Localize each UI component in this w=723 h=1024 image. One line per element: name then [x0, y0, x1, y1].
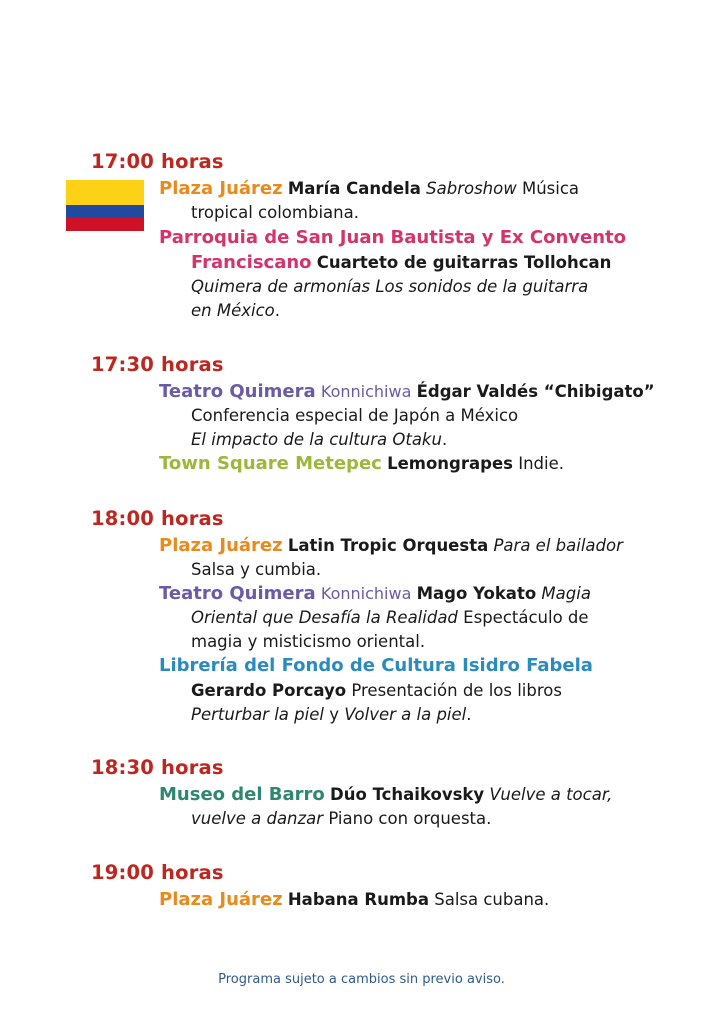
time-heading: 19:00 horas [91, 861, 224, 884]
event-line [191, 251, 611, 275]
venue-name: Museo del Barro [159, 784, 325, 805]
event-description: tropical colombiana. [191, 203, 359, 222]
event-line [159, 177, 579, 201]
work-title: Perturbar la piel [191, 705, 324, 724]
work-title: El impacto de la cultura Otaku [191, 430, 442, 449]
disclaimer-footer: Programa sujeto a cambios sin previo aviso. [218, 972, 505, 987]
event-description: Indie. [512, 454, 564, 473]
work-title: Para el bailador [493, 536, 623, 555]
venue-name-part: Franciscano [191, 252, 312, 273]
work-title: Quimera de armonías Los sonidos de la guitarra [191, 277, 589, 296]
work-title: Oriental que Desafía la Realidad [191, 608, 458, 627]
event-description: Salsa cubana. [428, 890, 550, 909]
venue-name [159, 654, 593, 678]
time-heading: 18:30 horas [91, 756, 224, 779]
work-title: Vuelve a tocar, [489, 785, 613, 804]
event-line [159, 888, 549, 912]
time-heading: 17:30 horas [91, 353, 224, 376]
artist-name: Lemongrapes [387, 454, 513, 473]
work-title: Sabroshow [426, 179, 517, 198]
event-description: Música [516, 179, 580, 198]
artist-name: Dúo Tchaikovsky [330, 785, 485, 804]
time-heading: 17:00 horas [91, 150, 224, 173]
event-line [191, 703, 472, 727]
flag-yellow-stripe [66, 180, 144, 205]
work-title: Volver a la piel [344, 705, 467, 724]
event-line [191, 606, 589, 630]
event-line [191, 807, 491, 831]
event-line [159, 452, 564, 476]
artist-name: María Candela [287, 179, 421, 198]
venue-name: Teatro Quimera [159, 583, 316, 604]
event-line [159, 582, 591, 606]
artist-name: Mago Yokato [416, 584, 537, 603]
work-title: en México [191, 301, 275, 320]
time-heading: 18:00 horas [91, 507, 224, 530]
venue-name [159, 226, 626, 250]
artist-name: Édgar Valdés “Chibigato” [416, 382, 655, 401]
work-title: vuelve a danzar [191, 809, 324, 828]
punctuation: . [441, 430, 448, 449]
event-line [159, 534, 623, 558]
venue-name-part: Parroquia de San Juan Bautista y Ex Convento [159, 227, 627, 248]
venue-name: Teatro Quimera [159, 381, 316, 402]
venue-name: Town Square Metepec [159, 453, 382, 474]
artist-name: Latin Tropic Orquesta [287, 536, 489, 555]
flag-blue-stripe [66, 205, 144, 218]
event-line [159, 783, 612, 807]
event-description: Piano con orquesta. [323, 809, 492, 828]
conjunction: y [323, 705, 345, 724]
venue-name-text: Librería del Fondo de Cultura Isidro Fabela [159, 655, 593, 676]
event-line [159, 380, 655, 404]
artist-name: Cuarteto de guitarras Tollohcan [316, 253, 612, 272]
event-description: Conferencia especial de Japón a México [191, 406, 519, 425]
venue-name: Plaza Juárez [159, 178, 283, 199]
punctuation: . [274, 301, 281, 320]
event-line [191, 428, 447, 452]
venue-name: Plaza Juárez [159, 535, 283, 556]
event-line [191, 299, 280, 323]
artist-name: Gerardo Porcayo [191, 681, 347, 700]
flag-red-stripe [66, 218, 144, 231]
venue-name: Plaza Juárez [159, 889, 283, 910]
event-description: Presentación de los libros [346, 681, 562, 700]
event-description: magia y misticismo oriental. [191, 632, 426, 651]
artist-name: Habana Rumba [287, 890, 429, 909]
event-description: Salsa y cumbia. [191, 560, 322, 579]
work-title: Magia [541, 584, 591, 603]
series-name: Konnichiwa [320, 584, 412, 603]
colombia-flag-icon [66, 180, 144, 231]
punctuation: . [466, 705, 472, 724]
event-description: Espectáculo de [457, 608, 589, 627]
event-line [191, 679, 562, 703]
series-name: Konnichiwa [320, 382, 412, 401]
